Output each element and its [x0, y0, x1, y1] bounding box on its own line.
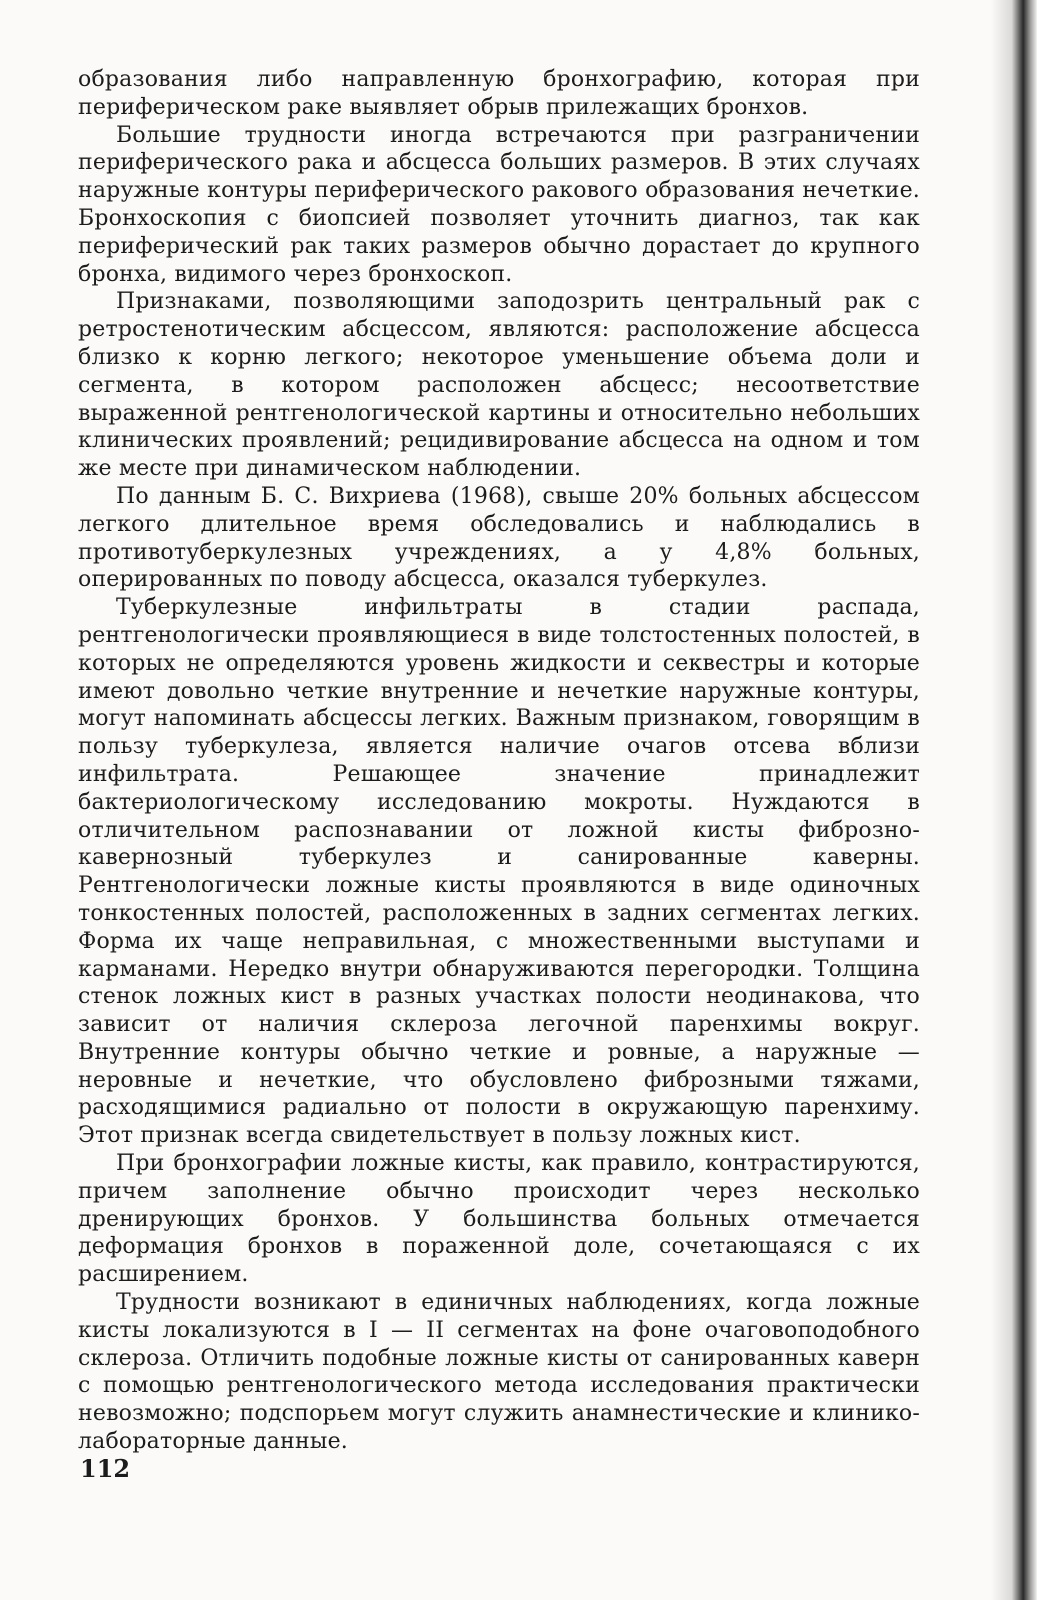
page-number: 112	[80, 1454, 131, 1483]
paragraph-6: При бронхографии ложные кисты, как правило, контрастируются, причем заполнение обычно происходит через несколько дренирующих бронхов. У большинства больных отмечается деформация бронхов в пораженной доле, сочетающаяся с их расширением.	[78, 1151, 920, 1288]
paragraph-4: По данным Б. С. Вихриева (1968), свыше 20% больных абсцессом легкого длительное время обследовались и наблюдались в противотуберкулезных учреждениях, а у 4,8% больных, оперированных по поводу абсцесса, оказался туберкулез.	[78, 483, 920, 593]
paragraph-1: образования либо направленную бронхографию, которая при периферическом раке выявляет обрыв прилежащих бронхов.	[78, 67, 920, 120]
paragraph-2: Большие трудности иногда встречаются при разграничении периферического рака и абсцесса больших размеров. В этих случаях наружные контуры периферического ракового образования нечеткие. Бронхоскопия с биопсией позволяет уточнить диагноз, так как периферический рак таких размеров обычно дорастает до крупного бронха, видимого через бронхоскоп.	[78, 122, 920, 287]
binding-shadow	[991, 0, 1037, 1600]
paragraph-3: Признаками, позволяющими заподозрить центральный рак с ретростенотическим абсцессом, являются: расположение абсцесса близко к корню легкого; некоторое уменьшение объема доли и сегмента, в котором расположен абсцесс; несоответствие выраженной рентгенологической картины и относительно небольших клинических проявлений; рецидивирование абсцесса на одном и том же месте при динамическом наблюдении.	[78, 289, 920, 482]
body-text	[78, 66, 920, 1456]
paragraph-5: Туберкулезные инфильтраты в стадии распада, рентгенологически проявляющиеся в виде толстостенных полостей, в которых не определяются уровень жидкости и секвестры и которые имеют довольно четкие внутренние и нечеткие наружные контуры, могут напоминать абсцессы легких. Важным признаком, говорящим в пользу туберкулеза, является наличие очагов отсева вблизи инфильтрата. Решающее значение принадлежит бактериологическому исследованию мокроты. Нуждаются в отличительном распознавании от ложной кисты фиброзно-кавернозный туберкулез и санированные каверны. Рентгенологически ложные кисты проявляются в виде одиночных тонкостенных полостей, расположенных в задних сегментах легких. Форма их чаще неправильная, с множественными выступами и карманами. Нередко внутри обнаруживаются перегородки. Толщина стенок ложных кист в разных участках полости неодинакова, что зависит от наличия склероза легочной паренхимы вокруг. Внутренние контуры обычно четкие и ровные, а наружные — неровные и нечеткие, что обусловлено фиброзными тяжами, расходящимися радиально от полости в окружающую паренхиму. Этот признак всегда свидетельствует в пользу ложных кист.	[78, 595, 920, 1149]
paragraph-7: Трудности возникают в единичных наблюдениях, когда ложные кисты локализуются в I — II сегментах на фоне очаговоподобного склероза. Отличить подобные ложные кисты от санированных каверн с помощью рентгенологического метода исследования практически невозможно; подспорьем могут служить анамнестические и клинико-лабораторные данные.	[78, 1290, 920, 1455]
